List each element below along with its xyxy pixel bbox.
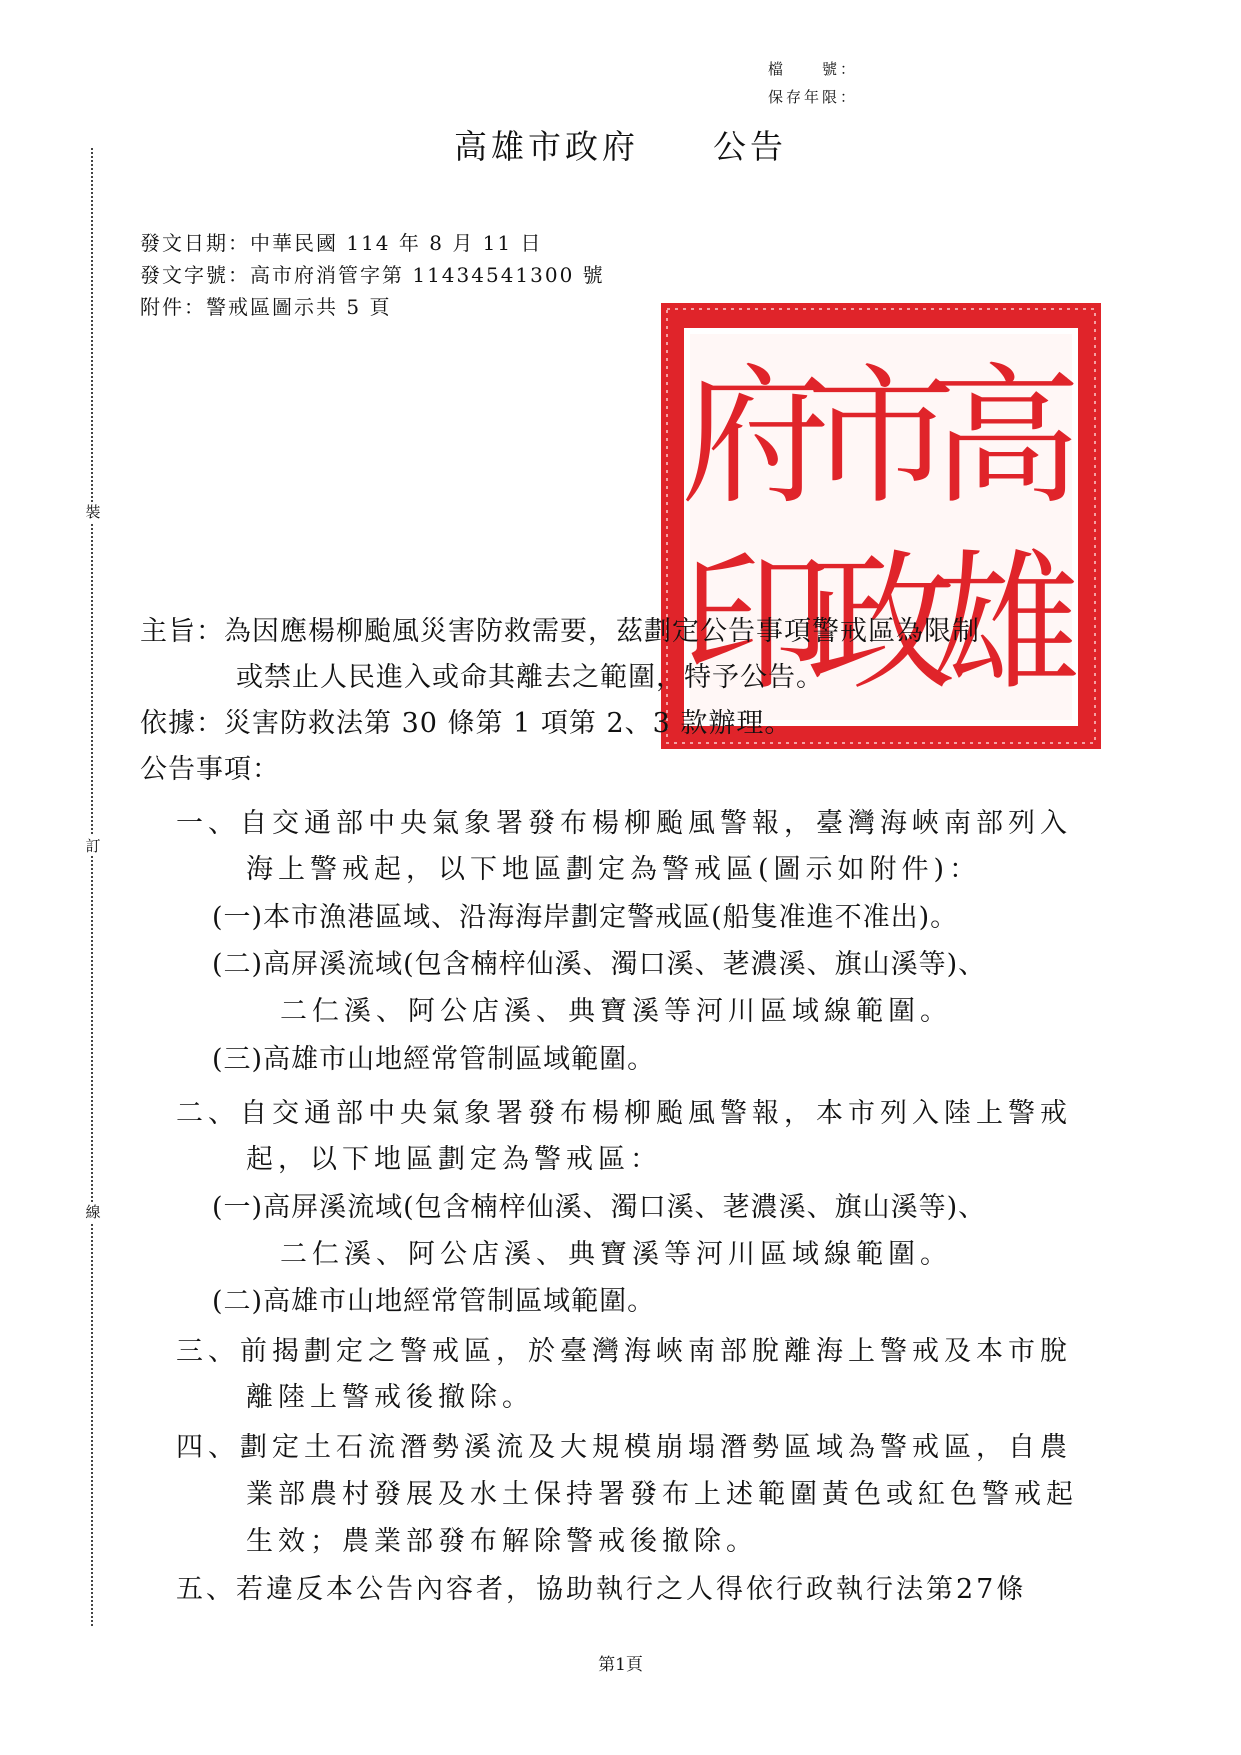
item-3-cont: 離陸上警戒後撤除。: [246, 1382, 534, 1413]
page-number: 第1頁: [598, 1655, 643, 1675]
retention-period-label: 保存年限：: [768, 88, 859, 106]
seal-char: 印: [680, 537, 832, 711]
document-title: 高雄市政府 公告: [454, 127, 787, 166]
binding-mark-zhuang: 裝: [85, 503, 101, 521]
issue-number: 發文字號：高市府消管字第 11434541300 號: [140, 263, 605, 287]
item-2-sub-1-cont: 二仁溪、阿公店溪、典寶溪等河川區域線範圍。: [280, 1239, 952, 1270]
attachment-note: 附件：警戒區圖示共 5 頁: [140, 295, 392, 319]
item-5: 五、若違反本公告內容者，協助執行之人得依行政執行法第27條: [176, 1574, 1027, 1605]
binding-mark-xian: 線: [85, 1203, 101, 1221]
subject-line: 主旨：為因應楊柳颱風災害防救需要，茲劃定公告事項警戒區為限制: [140, 616, 980, 647]
item-1: 一、自交通部中央氣象署發布楊柳颱風警報，臺灣海峽南部列入: [176, 808, 1072, 839]
item-1-sub-3: (三)高雄市山地經常管制區域範圍。: [212, 1044, 656, 1075]
seal-char: 高: [930, 351, 1082, 525]
item-2: 二、自交通部中央氣象署發布楊柳颱風警報，本市列入陸上警戒: [176, 1098, 1072, 1129]
item-2-sub-2: (二)高雄市山地經常管制區域範圍。: [212, 1286, 656, 1317]
subject-line-cont: 或禁止人民進入或命其離去之範圍，特予公告。: [236, 662, 824, 693]
item-1-cont: 海上警戒起，以下地區劃定為警戒區(圖示如附件)：: [246, 854, 982, 885]
item-1-sub-2: (二)高屏溪流域(包含楠梓仙溪、濁口溪、荖濃溪、旗山溪等)、: [212, 949, 987, 980]
seal-char: 政: [805, 537, 957, 711]
binding-mark-ding: 訂: [85, 837, 101, 855]
seal-char: 府: [680, 351, 832, 525]
issue-date: 發文日期：中華民國 114 年 8 月 11 日: [140, 231, 543, 255]
item-1-sub-2-cont: 二仁溪、阿公店溪、典寶溪等河川區域線範圍。: [280, 996, 952, 1027]
item-2-cont: 起，以下地區劃定為警戒區：: [246, 1144, 662, 1175]
items-heading: 公告事項：: [140, 754, 280, 785]
item-2-sub-1: (一)高屏溪流域(包含楠梓仙溪、濁口溪、荖濃溪、旗山溪等)、: [212, 1192, 987, 1223]
item-4: 四、劃定土石流潛勢溪流及大規模崩塌潛勢區域為警戒區，自農: [176, 1432, 1072, 1463]
basis-line: 依據：災害防救法第 30 條第 1 項第 2、3 款辦理。: [140, 708, 793, 739]
item-4-cont: 業部農村發展及水土保持署發布上述範圍黃色或紅色警戒起: [246, 1479, 1078, 1510]
seal-char: 雄: [930, 537, 1082, 711]
item-4-cont-2: 生效；農業部發布解除警戒後撤除。: [246, 1526, 758, 1557]
item-1-sub-1: (一)本市漁港區域、沿海海岸劃定警戒區(船隻准進不准出)。: [212, 902, 959, 933]
item-3: 三、前揭劃定之警戒區，於臺灣海峽南部脫離海上警戒及本市脫: [176, 1336, 1072, 1367]
file-number-label: 檔 號：: [768, 60, 859, 78]
seal-char: 市: [805, 351, 957, 525]
binding-margin-line: [91, 148, 93, 1626]
